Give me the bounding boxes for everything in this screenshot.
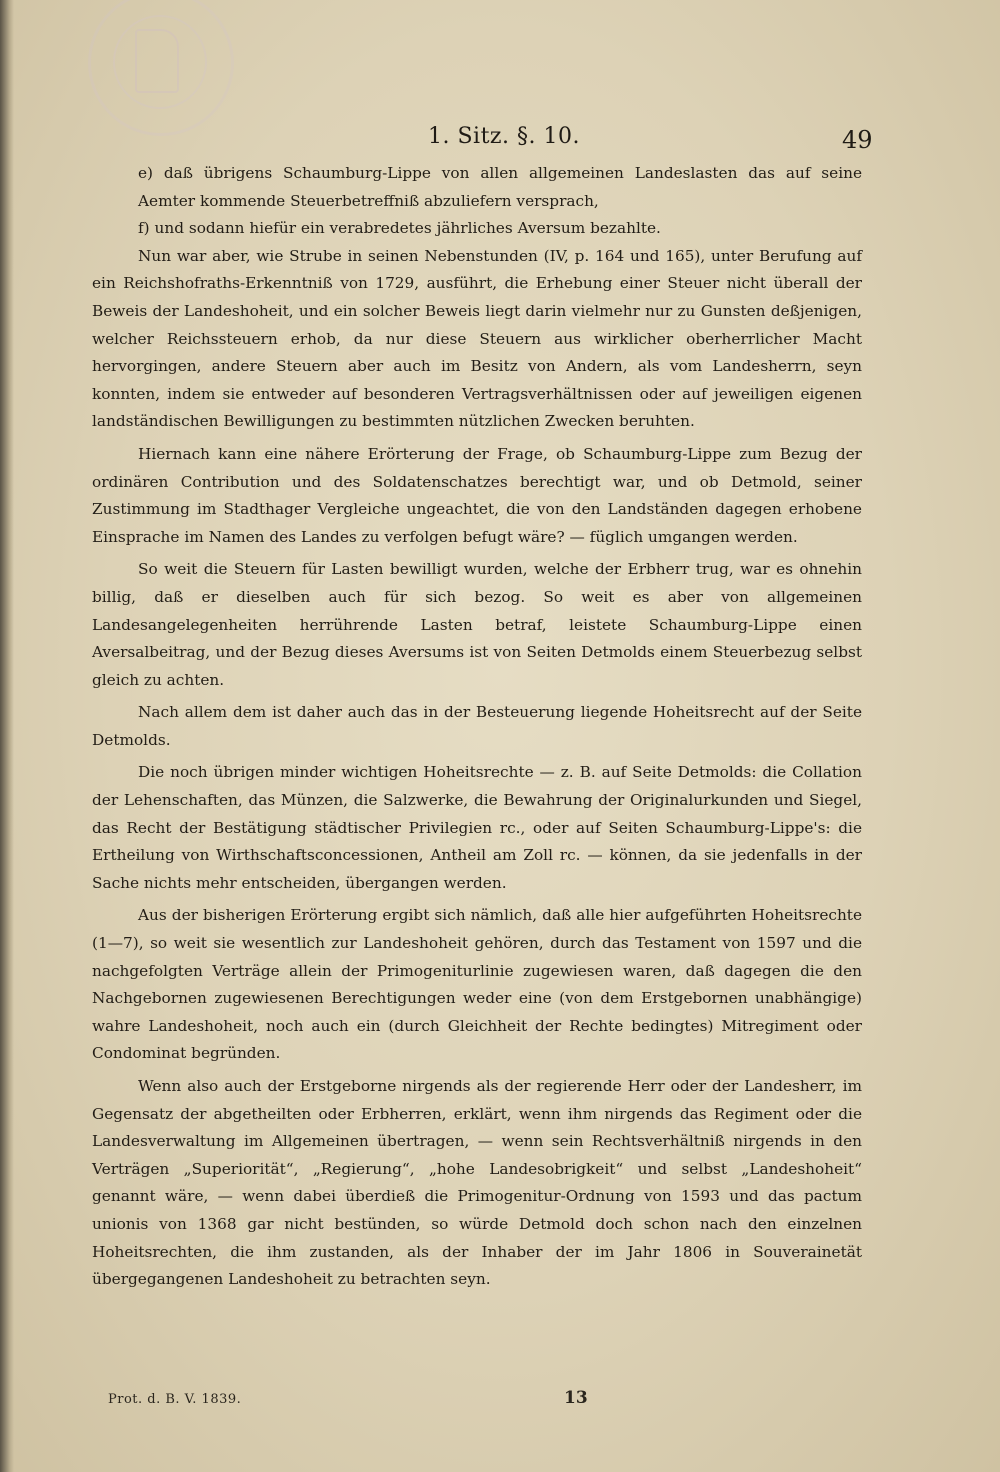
footer-reference: Prot. d. B. V. 1839. <box>108 1392 242 1407</box>
paragraph: So weit die Steuern für Lasten bewilligt wurden, welche der Erbherr trug, war es ohnehin billig, daß er dieselben auch für sich bezog. So weit es aber von allgemeinen Landesangelegenheiten herrührende Lasten betraf, leistete Schaumburg-Lippe einen Aversalbeitrag, und der Bezug dieses Aversums ist von Seiten Detmolds einem Steuerbezug selbst gleich zu achten. <box>92 560 862 689</box>
paragraph: Hiernach kann eine nähere Erörterung der Frage, ob Schaumburg-Lippe zum Bezug der ordinären Contribution und des Soldatenschatzes berechtigt war, und ob Detmold, seiner Zustimmung im Stadthager Vergleiche ungeachtet, die von den Landständen dagegen erhobene Einsprache im Namen des Landes zu verfolgen befugt wäre? — füglich umgangen werden. <box>92 444 862 546</box>
paragraph: Wenn also auch der Erstgeborne nirgends als der regierende Herr oder der Landesherr, im Gegensatz der abgetheilten oder Erbherren, erklärt, wenn ihm nirgends das Regiment oder die Landesverwaltung im Allgemeinen übertragen, — wenn sein Rechtsverhältniß nirgends in den Verträgen „Superiorität“, „Regierung“, „hohe Landesobrigkeit“ und selbst „Landeshoheit“ genannt wäre, — wenn dabei überdieß die Primogenitur-Ordnung von 1593 und das pactum unionis von 1368 gar nicht bestünden, so würde Detmold doch schon nach den einzelnen Hoheitsrechten, die ihm zustanden, als der Inhaber der im Jahr 1806 in Souverainetät übergegangenen Landeshoheit zu betrachten seyn. <box>92 1077 862 1289</box>
paragraph: Die noch übrigen minder wichtigen Hoheitsrechte — z. B. auf Seite Detmolds: die Collation der Lehenschaften, das Münzen, die Salzwerke, die Bewahrung der Originalurkunden und Siegel, das Recht der Bestätigung städtischer Privilegien rc., oder auf Seiten Schaumburg-Lippe's: die Ertheilung von Wirthschaftsconcessionen, Antheil am Zoll rc. — können, da sie jedenfalls in der Sache nichts mehr entscheiden, übergangen werden. <box>92 763 862 892</box>
paragraph: Aus der bisherigen Erörterung ergibt sich nämlich, daß alle hier aufgeführten Hoheitsrechte (1—7), so weit sie wesentlich zur Landeshoheit gehören, durch das Testament von 1597 und die nachgefolgten Verträge allein der Primogeniturlinie zugewiesen waren, daß dagegen die den Nachgebornen zugewiesenen Berechtigungen weder eine (von dem Erstgebornen unabhängige) wahre Landeshoheit, noch auch ein (durch Gleichheit der Rechte bedingtes) Mitregiment oder Condominat begründen. <box>92 906 862 1063</box>
paragraph-item-f: f) und sodann hiefür ein verabredetes jährliches Aversum bezahlte. <box>138 219 661 238</box>
page-header <box>0 118 1000 158</box>
paragraph-item-e: e) daß übrigens Schaumburg-Lippe von allen allgemeinen Landeslasten das auf seine Aemter kommende Steuerbetreffniß abzuliefern versprach, <box>138 164 862 210</box>
body-text <box>92 160 862 1299</box>
page-edge-shadow <box>0 0 14 1472</box>
paragraph: Nun war aber, wie Strube in seinen Nebenstunden (IV, p. 164 und 165), unter Berufung auf ein Reichshofraths-Erkenntniß von 1729, ausführt, die Erhebung einer Steuer nicht überall der Beweis der Landeshoheit, und ein solcher Beweis liegt darin vielmehr nur zu Gunsten deßjenigen, welcher Reichssteuern erhob, da nur diese Steuern aus wirklicher oberherrlicher Macht hervorgingen, andere Steuern aber auch im Besitz von Andern, als vom Landesherrn, seyn konnten, indem sie entweder auf besonderen Vertragsverhältnissen oder auf jeweiligen eigenen landständischen Bewilligungen zu bestimmten nützlichen Zwecken beruhten. <box>92 246 862 431</box>
signature-mark: 13 <box>564 1388 588 1408</box>
library-stamp <box>88 0 234 136</box>
running-head: 1. Sitz. §. 10. <box>428 124 580 149</box>
page-number: 49 <box>842 126 873 154</box>
page-footer <box>0 1388 1000 1418</box>
library-stamp-monogram <box>135 29 179 93</box>
paragraph: Nach allem dem ist daher auch das in der Besteuerung liegende Hoheitsrecht auf der Seite Detmolds. <box>92 703 862 749</box>
